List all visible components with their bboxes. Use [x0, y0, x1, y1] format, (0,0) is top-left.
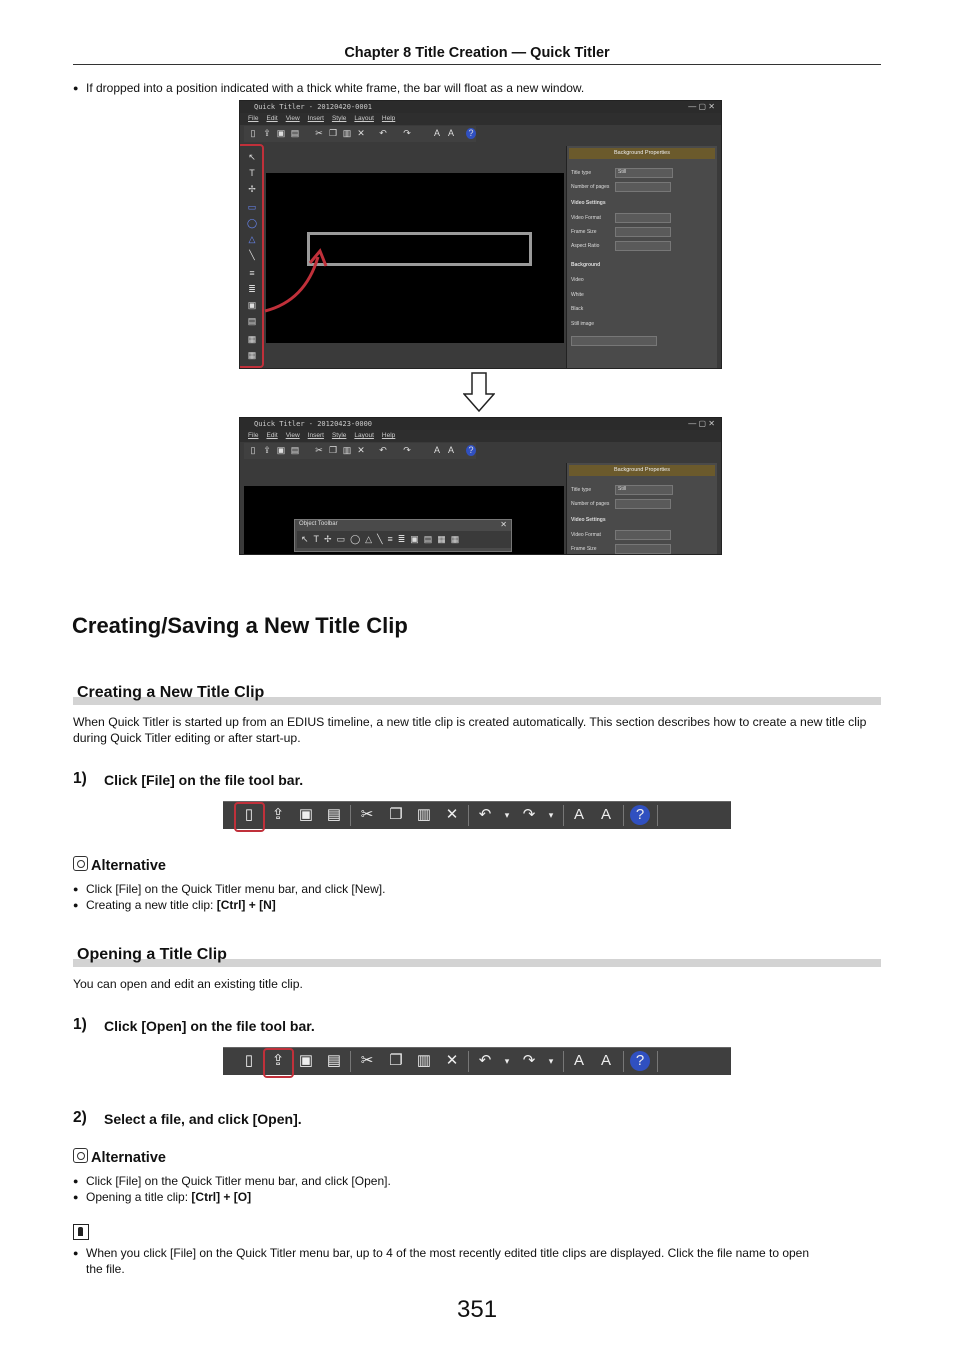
app-toolbar	[244, 443, 476, 459]
rectangle-tool-icon[interactable]: ▭	[247, 202, 257, 212]
separator	[350, 805, 351, 826]
help-icon[interactable]: ?	[466, 128, 476, 139]
pages-field[interactable]	[615, 182, 671, 192]
undo-icon[interactable]: ↶	[379, 445, 387, 455]
new-icon[interactable]: ▯	[250, 128, 256, 138]
menu-help[interactable]: Help	[381, 432, 396, 439]
title-type-label: Title type	[571, 170, 592, 176]
cut-icon[interactable]: ✂	[360, 806, 374, 823]
step-number: 1)	[73, 1016, 87, 1033]
line-tool-icon[interactable]: ╲	[249, 250, 255, 260]
radio-white[interactable]: White	[571, 292, 584, 298]
header-rule	[73, 64, 881, 65]
separator	[468, 805, 469, 826]
save-as-icon[interactable]: ▤	[290, 128, 300, 138]
cut-icon[interactable]: ✂	[315, 445, 323, 455]
step-text: Click [Open] on the file tool bar.	[104, 1018, 315, 1034]
delete-icon[interactable]: ✕	[445, 806, 459, 823]
find-icon[interactable]: A	[600, 806, 611, 823]
video-settings-label: Video Settings	[571, 200, 606, 206]
app-toolbar	[244, 126, 476, 142]
cut-icon[interactable]: ✂	[360, 1052, 374, 1069]
separator	[468, 1051, 469, 1072]
background-label: Background	[571, 262, 601, 268]
properties-panel	[566, 463, 717, 554]
chapter-header: Chapter 8 Title Creation — Quick Titler	[344, 45, 610, 61]
still-image-path[interactable]	[571, 336, 657, 346]
copy-icon[interactable]: ❐	[389, 1052, 403, 1069]
help-icon[interactable]: ?	[630, 1051, 650, 1071]
menu-style[interactable]: Style	[331, 115, 347, 122]
heading-new-clip	[73, 684, 881, 705]
group-icon[interactable]: ▣	[247, 300, 257, 310]
alternative-icon	[73, 1148, 88, 1163]
delete-icon[interactable]: ✕	[357, 128, 365, 138]
heading-open-clip	[73, 946, 881, 967]
frame-size-select[interactable]	[615, 227, 671, 237]
redo-icon[interactable]: ↷	[403, 445, 411, 455]
window-controls: — ▢ ✕	[688, 102, 715, 111]
menu-insert[interactable]: Insert	[307, 432, 324, 439]
menu-layout[interactable]: Layout	[354, 432, 374, 439]
frame-size-label: Frame Size	[571, 546, 597, 552]
safe-area-icon[interactable]: ▦	[247, 350, 257, 360]
separator	[563, 1051, 564, 1072]
redo-icon[interactable]: ↷	[403, 128, 411, 138]
frame-size-label: Frame Size	[571, 229, 597, 235]
help-icon[interactable]: ?	[466, 445, 476, 456]
pages-label: Number of pages	[571, 184, 610, 190]
alternative-label: Alternative	[73, 856, 166, 874]
paste-icon[interactable]: ▥	[342, 128, 352, 138]
heading-text: Opening a Title Clip	[77, 946, 227, 963]
video-format-label: Video Format	[571, 532, 601, 538]
paste-icon[interactable]: ▥	[416, 1052, 432, 1069]
properties-panel	[566, 146, 717, 368]
down-arrow-icon	[463, 372, 495, 412]
video-format-select[interactable]	[615, 213, 671, 223]
menu-view[interactable]: View	[285, 115, 300, 122]
shortcut-keys: [Ctrl] + [N]	[216, 898, 276, 912]
page-number: 351	[457, 1296, 498, 1323]
note-icon	[73, 1224, 89, 1240]
delete-icon[interactable]: ✕	[445, 1052, 459, 1069]
undo-dropdown-icon[interactable]: ▾	[504, 810, 510, 820]
floating-close-icon[interactable]: ✕	[500, 520, 507, 529]
separator	[623, 805, 624, 826]
triangle-tool-icon[interactable]: △	[248, 234, 256, 244]
panel-header: Background Properties	[569, 148, 715, 159]
aspect-ratio-label: Aspect Ratio	[571, 243, 600, 249]
aspect-ratio-select[interactable]	[615, 241, 671, 251]
new-icon[interactable]: ▯	[244, 1052, 254, 1069]
video-format-label: Video Format	[571, 215, 601, 221]
save-as-icon[interactable]: ▤	[326, 1052, 342, 1069]
drop-frame	[307, 232, 532, 266]
menu-help[interactable]: Help	[381, 115, 396, 122]
save-as-icon[interactable]: ▤	[326, 806, 342, 823]
new-clip-paragraph: When Quick Titler is started up from an EDIUS timeline, a new title clip is created automatically. This section describes how to create a new title clip during Quick Titler editing or after start-up.	[73, 715, 867, 745]
screenshot-quick-titler-floating	[239, 417, 722, 555]
radio-video[interactable]: Video	[571, 277, 584, 283]
menu-edit[interactable]: Edit	[266, 432, 278, 439]
undo-icon[interactable]: ↶	[478, 806, 492, 823]
bullet-dot: ●	[73, 83, 79, 93]
frame-size-select[interactable]	[615, 544, 671, 554]
paste-icon[interactable]: ▥	[342, 445, 352, 455]
pages-field[interactable]	[615, 499, 671, 509]
copy-icon[interactable]: ❐	[328, 445, 338, 455]
new-icon[interactable]: ▯	[244, 806, 254, 823]
undo-icon[interactable]: ↶	[478, 1052, 492, 1069]
floating-tools-row: ↖T✢▭◯△╲≡≣▣▤▦▦	[297, 531, 511, 548]
alternative-label: Alternative	[73, 1148, 166, 1166]
open-clip-paragraph: You can open and edit an existing title clip.	[73, 977, 303, 991]
title-type-label: Title type	[571, 487, 592, 493]
grid-icon[interactable]: ▦	[247, 334, 257, 344]
save-icon[interactable]: ▣	[276, 445, 286, 455]
title-type-select[interactable]: Still	[615, 168, 673, 178]
save-icon[interactable]: ▣	[298, 1052, 314, 1069]
spell-check-icon[interactable]: A	[573, 806, 584, 823]
save-as-icon[interactable]: ▤	[290, 445, 300, 455]
spell-icon[interactable]: A	[433, 128, 440, 138]
redo-dropdown-icon[interactable]: ▾	[548, 810, 554, 820]
find-icon[interactable]: A	[447, 128, 454, 138]
window-controls: — ▢ ✕	[688, 419, 715, 428]
menu-view[interactable]: View	[285, 432, 300, 439]
distribute-icon[interactable]: ≣	[248, 284, 256, 294]
video-format-select[interactable]	[615, 530, 671, 540]
separator	[350, 1051, 351, 1072]
find-icon[interactable]: A	[447, 445, 454, 455]
menu-bar	[240, 113, 721, 125]
delete-icon[interactable]: ✕	[357, 445, 365, 455]
undo-dropdown-icon[interactable]: ▾	[504, 1056, 510, 1066]
menu-style[interactable]: Style	[331, 432, 347, 439]
radio-black[interactable]: Black	[571, 306, 584, 312]
highlight-new-button	[234, 802, 265, 832]
spell-icon[interactable]: A	[433, 445, 440, 455]
copy-icon[interactable]: ❐	[328, 128, 338, 138]
step-text: Click [File] on the file tool bar.	[104, 772, 304, 788]
save-icon[interactable]: ▣	[298, 806, 314, 823]
floating-object-toolbar[interactable]	[294, 519, 512, 552]
video-settings-label: Video Settings	[571, 517, 606, 523]
floating-toolbar-title: Object Toolbar	[299, 521, 338, 527]
text-tool-icon[interactable]: T	[249, 168, 255, 178]
separator	[657, 1051, 658, 1072]
window-title: Quick Titler - 20120420-0001	[240, 101, 721, 113]
menu-insert[interactable]: Insert	[307, 115, 324, 122]
menu-file[interactable]: File	[248, 432, 259, 439]
redo-icon[interactable]: ↷	[522, 806, 536, 823]
align-icon[interactable]: ≡	[249, 268, 255, 278]
paste-icon[interactable]: ▥	[416, 806, 432, 823]
layer-icon[interactable]: ▤	[247, 316, 257, 326]
title-type-select[interactable]: Still	[615, 485, 673, 495]
file-toolbar-open	[223, 1047, 731, 1075]
section-title: Creating/Saving a New Title Clip	[72, 613, 408, 638]
open-icon[interactable]: ⇪	[263, 445, 271, 455]
open-icon[interactable]: ⇪	[271, 806, 285, 823]
panel-header: Background Properties	[569, 465, 715, 476]
pages-label: Number of pages	[571, 501, 610, 507]
menu-bar	[240, 430, 721, 442]
cut-icon[interactable]: ✂	[315, 128, 323, 138]
redo-icon[interactable]: ↷	[522, 1052, 536, 1069]
highlight-open-button	[263, 1048, 294, 1078]
separator	[563, 805, 564, 826]
shortcut-keys: [Ctrl] + [O]	[191, 1190, 252, 1204]
find-icon[interactable]: A	[600, 1052, 611, 1069]
save-icon[interactable]: ▣	[276, 128, 286, 138]
move-tool-icon[interactable]: ✢	[248, 184, 256, 194]
radio-still-image[interactable]: Still image	[571, 321, 595, 327]
open-icon[interactable]: ⇪	[271, 1052, 285, 1069]
open-icon[interactable]: ⇪	[263, 128, 271, 138]
window-title: Quick Titler - 20120423-0000	[240, 418, 721, 430]
screenshot-quick-titler-docked	[239, 100, 722, 369]
file-toolbar-new	[223, 801, 731, 829]
spell-check-icon[interactable]: A	[573, 1052, 584, 1069]
copy-icon[interactable]: ❐	[389, 806, 403, 823]
heading-text: Creating a New Title Clip	[77, 684, 265, 701]
undo-icon[interactable]: ↶	[379, 128, 387, 138]
menu-layout[interactable]: Layout	[354, 115, 374, 122]
step-number: 1)	[73, 770, 87, 787]
step-text: Select a file, and click [Open].	[104, 1111, 302, 1127]
alternative-icon	[73, 856, 88, 871]
step-number: 2)	[73, 1109, 87, 1126]
menu-edit[interactable]: Edit	[266, 115, 278, 122]
drag-arrow	[260, 241, 330, 316]
redo-dropdown-icon[interactable]: ▾	[548, 1056, 554, 1066]
separator	[657, 805, 658, 826]
help-icon[interactable]: ?	[630, 805, 650, 825]
menu-file[interactable]: File	[248, 115, 259, 122]
new-icon[interactable]: ▯	[250, 445, 256, 455]
separator	[623, 1051, 624, 1072]
ellipse-tool-icon[interactable]: ◯	[246, 218, 258, 228]
select-tool-icon[interactable]: ↖	[248, 152, 256, 162]
